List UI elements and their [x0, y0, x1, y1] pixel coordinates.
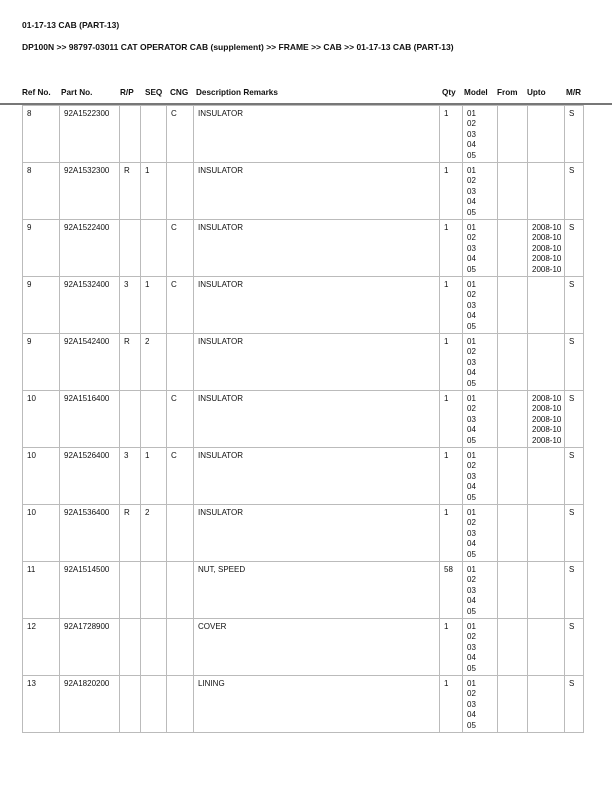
model-value: 04	[467, 254, 476, 264]
upto-cell	[528, 391, 565, 448]
model-value: 01	[467, 451, 476, 460]
model-value: 02	[467, 119, 476, 129]
model-value: 04	[467, 596, 476, 606]
model-cell	[463, 106, 498, 163]
model-value: 04	[467, 368, 476, 378]
model-value: 01	[467, 679, 476, 688]
table-header	[0, 88, 612, 105]
model-value: 04	[467, 197, 476, 207]
description-cell: INSULATOR	[194, 505, 440, 562]
rp-cell: R	[120, 505, 141, 562]
model-value: 04	[467, 140, 476, 150]
model-value: 03	[467, 243, 476, 253]
qty-cell: 1	[440, 220, 463, 277]
from-cell	[498, 334, 528, 391]
table-row	[23, 676, 584, 733]
rp-cell: R	[120, 334, 141, 391]
col-from: From	[497, 88, 518, 97]
ref-no-cell: 10	[23, 505, 60, 562]
model-value: 05	[467, 321, 476, 331]
model-cell	[463, 619, 498, 676]
rp-cell: 3	[120, 448, 141, 505]
col-part-no: Part No.	[61, 88, 93, 97]
part-no-cell: 92A1820200	[60, 676, 120, 733]
qty-cell: 1	[440, 448, 463, 505]
col-mr: M/R	[566, 88, 582, 97]
cng-cell: C	[167, 220, 194, 277]
model-value: 03	[467, 186, 476, 196]
upto-cell	[528, 562, 565, 619]
cng-cell	[167, 163, 194, 220]
seq-cell	[141, 619, 167, 676]
model-value: 01	[467, 223, 476, 232]
ref-no-cell: 11	[23, 562, 60, 619]
model-value: 05	[467, 549, 476, 559]
model-value: 01	[467, 622, 476, 631]
model-value: 01	[467, 280, 476, 289]
from-cell	[498, 163, 528, 220]
model-value: 05	[467, 492, 476, 502]
upto-cell	[528, 277, 565, 334]
model-value: 02	[467, 575, 476, 585]
mr-cell: S	[565, 163, 584, 220]
mr-cell: S	[565, 220, 584, 277]
model-value: 03	[467, 699, 476, 709]
model-value: 04	[467, 710, 476, 720]
col-cng: CNG	[170, 88, 189, 97]
table-row	[23, 277, 584, 334]
model-cell	[463, 334, 498, 391]
table-row	[23, 562, 584, 619]
model-cell	[463, 676, 498, 733]
model-cell	[463, 163, 498, 220]
table-row	[23, 448, 584, 505]
cng-cell: C	[167, 106, 194, 163]
ref-no-cell: 9	[23, 277, 60, 334]
col-qty: Qty	[442, 88, 456, 97]
col-upto: Upto	[527, 88, 546, 97]
upto-value: 2008-10	[532, 414, 562, 424]
model-value: 04	[467, 482, 476, 492]
upto-value: 2008-10	[532, 264, 562, 274]
mr-cell: S	[565, 391, 584, 448]
rp-cell	[120, 562, 141, 619]
description-cell: LINING	[194, 676, 440, 733]
seq-cell: 1	[141, 448, 167, 505]
cng-cell	[167, 676, 194, 733]
model-value: 01	[467, 337, 476, 346]
seq-cell	[141, 106, 167, 163]
table-row	[23, 619, 584, 676]
from-cell	[498, 277, 528, 334]
rp-cell	[120, 220, 141, 277]
model-value: 04	[467, 425, 476, 435]
part-no-cell: 92A1526400	[60, 448, 120, 505]
from-cell	[498, 448, 528, 505]
qty-cell: 1	[440, 163, 463, 220]
model-value: 05	[467, 606, 476, 616]
col-seq: SEQ	[145, 88, 163, 97]
page-title: 01-17-13 CAB (PART-13)	[22, 20, 120, 30]
model-value: 05	[467, 720, 476, 730]
model-value: 04	[467, 311, 476, 321]
rp-cell	[120, 391, 141, 448]
ref-no-cell: 10	[23, 448, 60, 505]
model-value: 03	[467, 414, 476, 424]
model-value: 01	[467, 508, 476, 517]
part-no-cell: 92A1514500	[60, 562, 120, 619]
upto-value: 2008-10	[532, 394, 562, 403]
ref-no-cell: 9	[23, 220, 60, 277]
table-row	[23, 220, 584, 277]
seq-cell: 2	[141, 505, 167, 562]
ref-no-cell: 12	[23, 619, 60, 676]
seq-cell: 1	[141, 277, 167, 334]
rp-cell: R	[120, 163, 141, 220]
rp-cell	[120, 106, 141, 163]
from-cell	[498, 505, 528, 562]
ref-no-cell: 8	[23, 163, 60, 220]
upto-cell	[528, 619, 565, 676]
upto-value: 2008-10	[532, 404, 562, 414]
mr-cell: S	[565, 619, 584, 676]
model-value: 05	[467, 435, 476, 445]
upto-value: 2008-10	[532, 425, 562, 435]
parts-table	[22, 105, 584, 733]
from-cell	[498, 676, 528, 733]
mr-cell: S	[565, 334, 584, 391]
description-cell: INSULATOR	[194, 163, 440, 220]
col-description: Description Remarks	[196, 88, 278, 97]
mr-cell: S	[565, 277, 584, 334]
col-ref-no: Ref No.	[22, 88, 51, 97]
mr-cell: S	[565, 448, 584, 505]
model-value: 01	[467, 565, 476, 574]
qty-cell: 1	[440, 676, 463, 733]
seq-cell: 2	[141, 334, 167, 391]
model-value: 03	[467, 300, 476, 310]
from-cell	[498, 391, 528, 448]
model-value: 03	[467, 642, 476, 652]
model-value: 02	[467, 461, 476, 471]
description-cell: INSULATOR	[194, 334, 440, 391]
cng-cell	[167, 562, 194, 619]
upto-cell	[528, 505, 565, 562]
cng-cell	[167, 505, 194, 562]
model-value: 03	[467, 528, 476, 538]
seq-cell	[141, 220, 167, 277]
upto-value: 2008-10	[532, 223, 562, 232]
model-cell	[463, 505, 498, 562]
model-value: 05	[467, 663, 476, 673]
qty-cell: 1	[440, 391, 463, 448]
model-value: 02	[467, 689, 476, 699]
mr-cell: S	[565, 676, 584, 733]
part-no-cell: 92A1536400	[60, 505, 120, 562]
model-cell	[463, 391, 498, 448]
from-cell	[498, 562, 528, 619]
table-row	[23, 334, 584, 391]
from-cell	[498, 619, 528, 676]
upto-value: 2008-10	[532, 435, 562, 445]
model-value: 03	[467, 357, 476, 367]
upto-value: 2008-10	[532, 233, 562, 243]
qty-cell: 1	[440, 106, 463, 163]
description-cell: NUT, SPEED	[194, 562, 440, 619]
model-cell	[463, 220, 498, 277]
col-model: Model	[464, 88, 488, 97]
upto-cell	[528, 106, 565, 163]
model-cell	[463, 448, 498, 505]
ref-no-cell: 8	[23, 106, 60, 163]
table-row	[23, 106, 584, 163]
mr-cell: S	[565, 562, 584, 619]
model-value: 01	[467, 166, 476, 175]
cng-cell: C	[167, 277, 194, 334]
description-cell: INSULATOR	[194, 220, 440, 277]
mr-cell: S	[565, 505, 584, 562]
breadcrumb: DP100N >> 98797-03011 CAT OPERATOR CAB (supplement) >> FRAME >> CAB >> 01-17-13 CAB (PART-13)	[22, 42, 454, 52]
ref-no-cell: 13	[23, 676, 60, 733]
part-no-cell: 92A1532400	[60, 277, 120, 334]
cng-cell	[167, 619, 194, 676]
description-cell: INSULATOR	[194, 277, 440, 334]
seq-cell	[141, 391, 167, 448]
qty-cell: 1	[440, 277, 463, 334]
upto-cell	[528, 163, 565, 220]
seq-cell: 1	[141, 163, 167, 220]
model-value: 01	[467, 109, 476, 118]
model-cell	[463, 562, 498, 619]
model-value: 01	[467, 394, 476, 403]
seq-cell	[141, 562, 167, 619]
part-no-cell: 92A1522300	[60, 106, 120, 163]
model-value: 05	[467, 150, 476, 160]
qty-cell: 1	[440, 334, 463, 391]
model-value: 05	[467, 378, 476, 388]
model-value: 03	[467, 585, 476, 595]
description-cell: INSULATOR	[194, 448, 440, 505]
from-cell	[498, 220, 528, 277]
ref-no-cell: 10	[23, 391, 60, 448]
model-value: 02	[467, 404, 476, 414]
upto-cell	[528, 220, 565, 277]
from-cell	[498, 106, 528, 163]
table-row	[23, 505, 584, 562]
model-value: 05	[467, 207, 476, 217]
upto-cell	[528, 448, 565, 505]
part-no-cell: 92A1532300	[60, 163, 120, 220]
model-value: 02	[467, 347, 476, 357]
description-cell: INSULATOR	[194, 391, 440, 448]
description-cell: INSULATOR	[194, 106, 440, 163]
rp-cell: 3	[120, 277, 141, 334]
model-cell	[463, 277, 498, 334]
cng-cell: C	[167, 448, 194, 505]
model-value: 04	[467, 653, 476, 663]
cng-cell	[167, 334, 194, 391]
model-value: 03	[467, 129, 476, 139]
model-value: 02	[467, 176, 476, 186]
model-value: 02	[467, 632, 476, 642]
model-value: 02	[467, 518, 476, 528]
upto-value: 2008-10	[532, 254, 562, 264]
model-value: 03	[467, 471, 476, 481]
part-no-cell: 92A1542400	[60, 334, 120, 391]
seq-cell	[141, 676, 167, 733]
upto-cell	[528, 676, 565, 733]
model-value: 02	[467, 233, 476, 243]
mr-cell: S	[565, 106, 584, 163]
part-no-cell: 92A1516400	[60, 391, 120, 448]
col-rp: R/P	[120, 88, 134, 97]
model-value: 04	[467, 539, 476, 549]
qty-cell: 58	[440, 562, 463, 619]
model-value: 05	[467, 264, 476, 274]
description-cell: COVER	[194, 619, 440, 676]
upto-value: 2008-10	[532, 243, 562, 253]
part-no-cell: 92A1522400	[60, 220, 120, 277]
cng-cell: C	[167, 391, 194, 448]
table-row	[23, 163, 584, 220]
table-row	[23, 391, 584, 448]
upto-cell	[528, 334, 565, 391]
qty-cell: 1	[440, 619, 463, 676]
part-no-cell: 92A1728900	[60, 619, 120, 676]
ref-no-cell: 9	[23, 334, 60, 391]
model-value: 02	[467, 290, 476, 300]
rp-cell	[120, 676, 141, 733]
qty-cell: 1	[440, 505, 463, 562]
rp-cell	[120, 619, 141, 676]
